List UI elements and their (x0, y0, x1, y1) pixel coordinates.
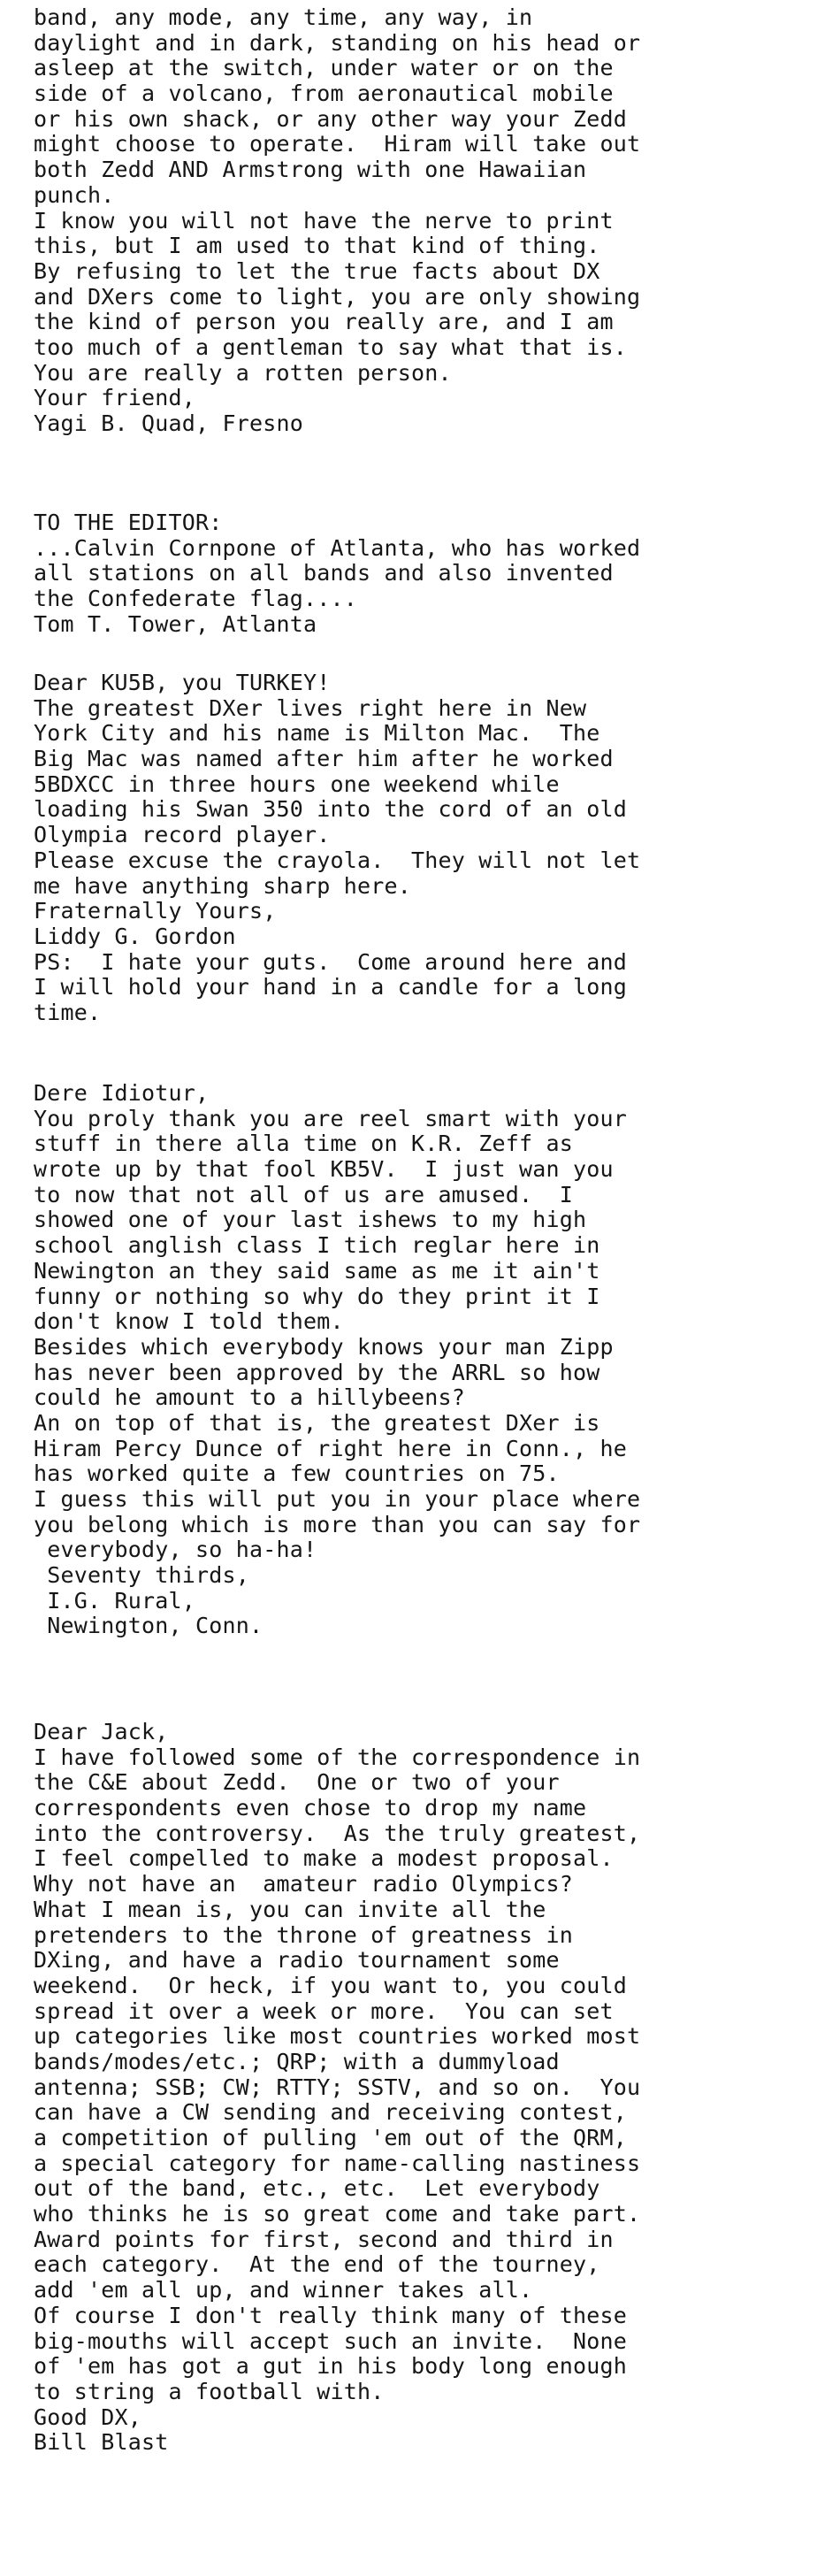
text-line: too much of a gentleman to say what that is. (34, 334, 628, 360)
text-line: wrote up by that fool KB5V. I just wan you (34, 1156, 614, 1183)
text-line: Hiram Percy Dunce of right here in Conn., he (34, 1435, 628, 1461)
text-line: correspondents even chose to drop my name (34, 1795, 587, 1821)
text-line: the kind of person you really are, and I am (34, 309, 614, 335)
text-line: the C&E about Zedd. One or two of your (34, 1769, 560, 1796)
text-line: loading his Swan 350 into the cord of an old (34, 796, 628, 823)
text-line: showed one of your last ishews to my high (34, 1207, 587, 1233)
text-line: a special category for name-calling nastiness (34, 2150, 641, 2176)
text-line: Seventy thirds, (34, 1562, 250, 1589)
text-line: can have a CW sending and receiving contest, (34, 2099, 628, 2126)
text-line: I guess this will put you in your place where (34, 1486, 641, 1512)
text-line: Tom T. Tower, Atlanta (34, 610, 317, 637)
text-line: You proly thank you are reel smart with your (34, 1105, 628, 1131)
text-line: I.G. Rural, (34, 1587, 196, 1614)
text-line: ...Calvin Cornpone of Atlanta, who has worked (34, 534, 641, 561)
text-line: all stations on all bands and also invented (34, 560, 614, 586)
text-line: Please excuse the crayola. They will not let (34, 847, 641, 873)
text-line: punch. (34, 181, 115, 208)
text-line: York City and his name is Milton Mac. The (34, 720, 600, 747)
letter-bill-blast (34, 1720, 812, 2456)
text-line: Bill Blast (34, 2429, 169, 2456)
text-line: big-mouths will accept such an invite. None (34, 2327, 628, 2354)
text-line: into the controversy. As the truly greatest, (34, 1820, 641, 1846)
text-line: Good DX, (34, 2404, 142, 2430)
text-line: school anglish class I tich reglar here in (34, 1232, 600, 1259)
text-line: time. (34, 999, 102, 1025)
text-line: I know you will not have the nerve to print (34, 207, 614, 234)
text-line: Dear Jack, (34, 1719, 169, 1744)
text-line: Besides which everybody knows your man Zipp (34, 1333, 614, 1360)
text-line: Of course I don't really think many of these (34, 2302, 628, 2328)
text-line: up categories like most countries worked most (34, 2023, 641, 2050)
letter-tom-tower (34, 510, 812, 637)
text-line: has worked quite a few countries on 75. (34, 1460, 560, 1487)
text-line: 5BDXCC in three hours one weekend while (34, 770, 560, 797)
text-line: weekend. Or heck, if you want to, you could (34, 1972, 628, 1998)
text-line: stuff in there alla time on K.R. Zeff as (34, 1131, 574, 1157)
text-line: and DXers come to light, you are only showing (34, 283, 641, 310)
text-line: Your friend, (34, 385, 196, 411)
text-line: Liddy G. Gordon (34, 923, 236, 949)
text-line: antenna; SSB; CW; RTTY; SSTV, and so on. You (34, 2074, 641, 2100)
text-line: Dere Idiotur, (34, 1080, 210, 1106)
text-line: or his own shack, or any other way your Zedd (34, 105, 628, 132)
text-line: I have followed some of the correspondence in (34, 1744, 641, 1770)
text-line: to string a football with. (34, 2378, 385, 2404)
text-line: might choose to operate. Hiram will take out (34, 131, 641, 157)
text-line: both Zedd AND Armstrong with one Hawaiian (34, 157, 587, 183)
text-line: Dear KU5B, you TURKEY! (34, 670, 331, 695)
text-line: pretenders to the throne of greatness in (34, 1921, 574, 1948)
text-line: spread it over a week or more. You can set (34, 1997, 614, 2024)
text-line: Newington an they said same as me it ain't (34, 1257, 600, 1284)
text-line: Big Mac was named after him after he worked (34, 746, 614, 772)
text-line: each category. At the end of the tourney, (34, 2251, 600, 2278)
text-line: bands/modes/etc.; QRP; with a dummyload (34, 2048, 560, 2074)
text-line: out of the band, etc., etc. Let everybody (34, 2175, 600, 2202)
text-line: asleep at the switch, under water or on the (34, 55, 614, 81)
text-line: everybody, so ha-ha! (34, 1537, 317, 1563)
text-line: An on top of that is, the greatest DXer is (34, 1409, 600, 1436)
text-line: Award points for first, second and third in (34, 2226, 614, 2252)
text-line: daylight and in dark, standing on his head or (34, 29, 641, 56)
text-line: a competition of pulling 'em out of the QRM, (34, 2125, 628, 2150)
text-line: DXing, and have a radio tournament some (34, 1947, 560, 1974)
text-line: I feel compelled to make a modest proposal. (34, 1845, 614, 1872)
text-line: who thinks he is so great come and take part. (34, 2201, 641, 2227)
text-line: the Confederate flag.... (34, 586, 358, 612)
text-line: By refusing to let the true facts about DX (34, 257, 600, 284)
text-line: Why not have an amateur radio Olympics? (34, 1871, 574, 1898)
text-line: don't know I told them. (34, 1308, 344, 1335)
text-line: TO THE EDITOR: (34, 510, 223, 535)
text-line: add 'em all up, and winner takes all. (34, 2277, 533, 2304)
text-line: you belong which is more than you can say for (34, 1511, 641, 1537)
text-line: Newington, Conn. (34, 1613, 263, 1639)
text-line: Olympia record player. (34, 822, 331, 848)
text-line: could he amount to a hillybeens? (34, 1384, 466, 1411)
text-line: What I mean is, you can invite all the (34, 1896, 546, 1922)
text-line: this, but I am used to that kind of thing. (34, 233, 600, 259)
letter-yagi-quad (34, 5, 812, 437)
text-line: of 'em has got a gut in his body long enough (34, 2353, 628, 2380)
text-line: band, any mode, any time, any way, in (34, 4, 533, 30)
letter-liddy-gordon (34, 671, 812, 1026)
text-line: Yagi B. Quad, Fresno (34, 410, 304, 436)
text-line: funny or nothing so why do they print it I (34, 1283, 600, 1309)
text-line: I will hold your hand in a candle for a long (34, 974, 628, 1000)
text-line: to now that not all of us are amused. I (34, 1181, 574, 1208)
text-line: PS: I hate your guts. Come around here and (34, 948, 628, 975)
letter-ig-rural (34, 1081, 812, 1639)
text-line: The greatest DXer lives right here in New (34, 694, 587, 721)
text-line: You are really a rotten person. (34, 359, 452, 386)
text-line: has never been approved by the ARRL so how (34, 1359, 600, 1385)
text-line: Fraternally Yours, (34, 898, 277, 924)
text-line: me have anything sharp here. (34, 872, 412, 899)
text-line: side of a volcano, from aeronautical mobile (34, 80, 614, 107)
